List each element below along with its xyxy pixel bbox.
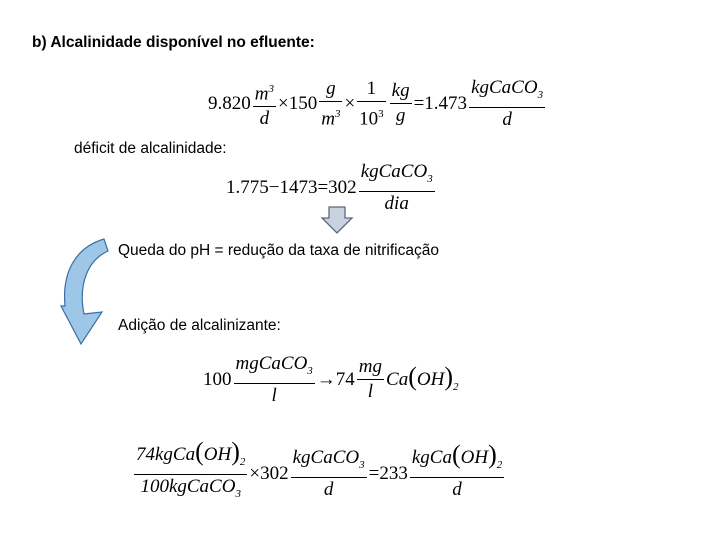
eq4-fraction-result-unit: $\frac{kgCa(OH)_2}{d}$ xyxy=(411,440,503,501)
down-arrow-icon xyxy=(320,206,354,234)
eq2-fraction-unit: $\frac{kgCaCO_3}{\text{dia}}$ xyxy=(360,161,433,214)
eq2-expression: 1.775−1473=302 xyxy=(226,176,357,198)
section-heading: b) Alcalinidade disponível no efluente: xyxy=(32,34,315,51)
eq3-calcium-hydroxide: $Ca(OH)_2$ xyxy=(386,362,459,393)
eq1-coefficient: 9.820 xyxy=(208,92,251,114)
eq1-fraction-flow: $\frac{m^3}{d}$ xyxy=(253,77,276,131)
eq3-arrow: →74 xyxy=(316,368,355,390)
eq4-fraction-caco3-d: $\frac{kgCaCO_3}{d}$ xyxy=(292,446,365,500)
equation-conversion xyxy=(203,352,459,408)
eq1-fraction-result-unit: $\frac{kgCaCO_3}{d}$ xyxy=(471,77,544,130)
deficit-label: déficit de alcalinidade: xyxy=(74,140,227,157)
eq3-fraction-mg-l: $\frac{mg}{l}$ xyxy=(358,356,383,403)
eq1-fraction-concentration: $\frac{g}{m^3}$ xyxy=(321,77,341,130)
curved-arrow-icon xyxy=(56,236,110,348)
eq1-fraction-kg-g: $\frac{kg}{g}$ xyxy=(391,80,410,127)
eq3-fraction-caco3: $\frac{mgCaCO_3}{l}$ xyxy=(235,353,313,406)
eq4-fraction-ratio: $\frac{74kgCa(OH)_2}{100kgCaCO_3}$ xyxy=(136,437,246,500)
eq1-times-150: ×150 xyxy=(277,92,318,114)
addition-label: Adição de alcalinizante: xyxy=(118,317,281,334)
equation-lime-dosage xyxy=(132,437,506,506)
eq1-result: =1.473 xyxy=(413,92,468,114)
consequence-text: Queda do pH = redução da taxa de nitrificação xyxy=(118,242,439,259)
eq4-result: =233 xyxy=(368,462,408,484)
equation-effluent-alkalinity xyxy=(208,76,547,132)
eq1-times: × xyxy=(344,92,356,114)
eq3-coefficient: 100 xyxy=(203,368,232,390)
eq4-times-302: ×302 xyxy=(249,462,289,484)
eq1-fraction-conversion: $\frac{1}{10^3}$ xyxy=(359,77,384,130)
